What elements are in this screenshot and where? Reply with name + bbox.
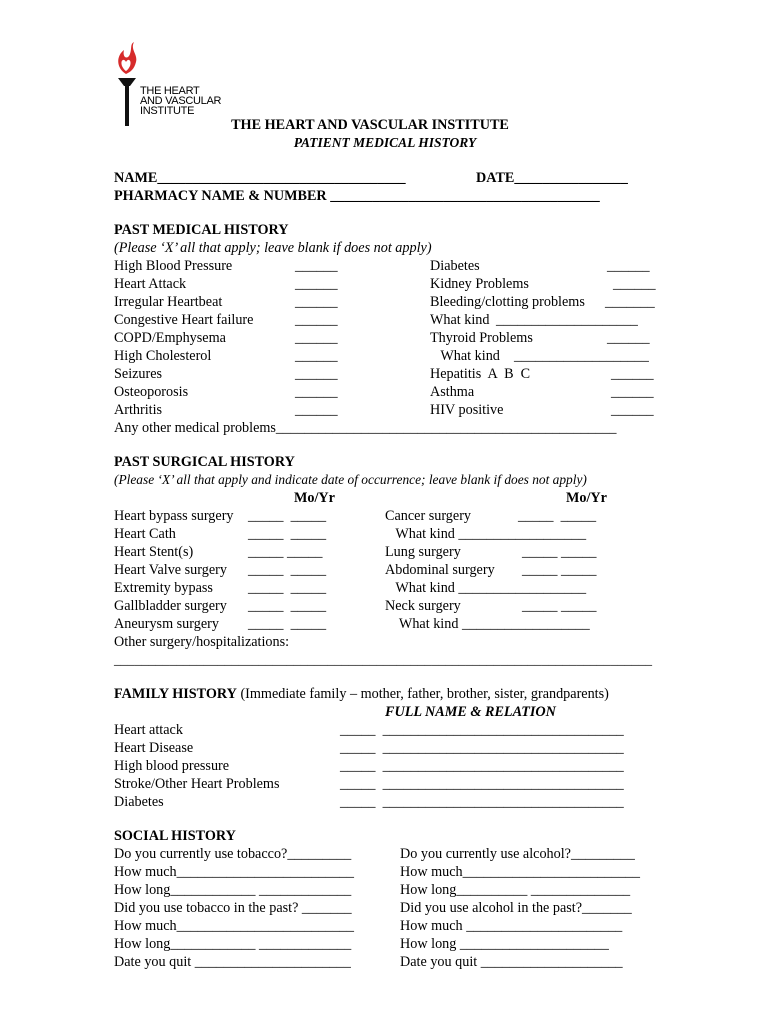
fh-heading: FAMILY HISTORY xyxy=(114,686,237,702)
psh-left-label: Gallbladder surgery xyxy=(114,598,227,614)
psh-right-blank[interactable]: _____ _____ xyxy=(522,544,597,560)
pmh-left-blank[interactable]: ______ xyxy=(295,330,338,346)
pmh-right-blank[interactable]: ______ xyxy=(607,330,650,346)
pmh-right-blank[interactable]: ____________________ xyxy=(496,312,638,328)
pmh-left-blank[interactable]: ______ xyxy=(295,384,338,400)
psh-right-blank[interactable]: _____ _____ xyxy=(522,562,597,578)
pmh-left-blank[interactable]: ______ xyxy=(295,348,338,364)
fh-row-label: Stroke/Other Heart Problems xyxy=(114,776,280,792)
psh-right-label: Neck surgery xyxy=(385,598,461,614)
pmh-heading: PAST MEDICAL HISTORY xyxy=(114,222,289,238)
psh-moyr-right: Mo/Yr xyxy=(566,490,607,506)
sh-right-field[interactable]: How long _____________________ xyxy=(400,936,609,952)
psh-right-label: Cancer surgery xyxy=(385,508,472,524)
logo-line-1: THE HEART xyxy=(140,85,200,97)
pmh-right-label: Thyroid Problems xyxy=(430,330,533,346)
pmh-right-blank[interactable]: ______ xyxy=(611,366,654,382)
sh-right-field[interactable]: Date you quit ____________________ xyxy=(400,954,623,970)
psh-right-label[interactable]: What kind __________________ xyxy=(385,526,587,542)
fh-row-label: High blood pressure xyxy=(114,758,230,774)
psh-left-label: Aneurysm surgery xyxy=(114,616,219,632)
fh-heading-line xyxy=(114,685,609,703)
pmh-right-blank[interactable]: ______ xyxy=(611,384,654,400)
psh-left-label: Heart Valve surgery xyxy=(114,562,227,578)
pmh-right-label: Hepatitis A B C xyxy=(430,366,531,382)
psh-moyr-left: Mo/Yr xyxy=(294,490,335,506)
fh-instruction: (Immediate family – mother, father, brother, sister, grandparents) xyxy=(236,686,609,702)
pmh-right-blank[interactable]: ___________________ xyxy=(514,348,649,364)
sh-left-field[interactable]: How long____________ _____________ xyxy=(114,882,352,898)
pmh-right-label: What kind xyxy=(430,312,490,328)
fh-row-blank[interactable]: _____ __________________________________ xyxy=(340,794,624,810)
fh-row-label: Diabetes xyxy=(114,794,164,810)
pmh-right-blank[interactable]: ______ xyxy=(607,258,650,274)
psh-right-label: Lung surgery xyxy=(385,544,461,560)
sh-right-field[interactable]: Did you use alcohol in the past?_______ xyxy=(400,900,632,916)
sh-left-field[interactable]: How much_________________________ xyxy=(114,864,354,880)
fh-row-blank[interactable]: _____ __________________________________ xyxy=(340,722,624,738)
pmh-left-blank[interactable]: ______ xyxy=(295,402,338,418)
sh-left-field[interactable]: How long____________ _____________ xyxy=(114,936,352,952)
psh-left-label: Extremity bypass xyxy=(114,580,213,596)
sh-left-field[interactable]: How much_________________________ xyxy=(114,918,354,934)
pmh-left-blank[interactable]: ______ xyxy=(295,294,338,310)
pmh-left-label: Arthritis xyxy=(114,402,163,418)
pmh-instruction: (Please ‘X’ all that apply; leave blank if does not apply) xyxy=(114,240,432,256)
psh-right-label[interactable]: What kind __________________ xyxy=(385,580,587,596)
psh-right-label: Abdominal surgery xyxy=(385,562,495,578)
name-field[interactable]: NAME___________________________________ xyxy=(114,170,406,186)
pmh-left-label: Seizures xyxy=(114,366,163,382)
page-subtitle: PATIENT MEDICAL HISTORY xyxy=(293,135,477,150)
fh-column-header: FULL NAME & RELATION xyxy=(385,704,556,720)
pmh-right-label: What kind xyxy=(430,348,500,364)
psh-other-label: Other surgery/hospitalizations: xyxy=(114,634,290,650)
pmh-left-blank[interactable]: ______ xyxy=(295,276,338,292)
pmh-right-label: Asthma xyxy=(430,384,475,400)
pmh-left-label: Congestive Heart failure xyxy=(114,312,254,328)
psh-left-blank[interactable]: _____ _____ xyxy=(248,544,323,560)
pmh-right-label: Bleeding/clotting problems xyxy=(430,294,585,310)
pmh-left-blank[interactable]: ______ xyxy=(295,312,338,328)
sh-right-field[interactable]: Do you currently use alcohol?_________ xyxy=(400,846,635,862)
pmh-right-label: HIV positive xyxy=(430,402,504,418)
fh-row-blank[interactable]: _____ __________________________________ xyxy=(340,740,624,756)
sh-left-field[interactable]: Did you use tobacco in the past? _______ xyxy=(114,900,352,916)
psh-left-blank[interactable]: _____ _____ xyxy=(248,616,327,632)
pmh-left-label: Irregular Heartbeat xyxy=(114,294,223,310)
psh-left-blank[interactable]: _____ _____ xyxy=(248,598,327,614)
psh-other-line[interactable]: ______________________________________________________________________________ xyxy=(114,652,653,667)
pmh-left-label: High Cholesterol xyxy=(114,348,212,364)
pmh-left-blank[interactable]: ______ xyxy=(295,366,338,382)
pmh-left-label: High Blood Pressure xyxy=(114,258,233,274)
pmh-right-label: Kidney Problems xyxy=(430,276,529,292)
psh-instruction: (Please ‘X’ all that apply and indicate date of occurrence; leave blank if does not apply) xyxy=(114,472,587,487)
pharmacy-field[interactable]: PHARMACY NAME & NUMBER ______________________________________ xyxy=(114,188,600,204)
date-field[interactable]: DATE________________ xyxy=(476,170,628,186)
pmh-left-blank[interactable]: ______ xyxy=(295,258,338,274)
psh-right-blank[interactable]: _____ _____ xyxy=(518,508,597,524)
logo-line-2: AND VASCULAR xyxy=(140,95,222,107)
fh-row-blank[interactable]: _____ __________________________________ xyxy=(340,776,624,792)
fh-row-label: Heart attack xyxy=(114,722,183,738)
psh-left-blank[interactable]: _____ _____ xyxy=(248,526,327,542)
sh-heading: SOCIAL HISTORY xyxy=(114,828,236,844)
page-title: THE HEART AND VASCULAR INSTITUTE xyxy=(231,117,509,133)
pmh-right-blank[interactable]: ______ xyxy=(611,402,654,418)
psh-heading: PAST SURGICAL HISTORY xyxy=(114,454,295,470)
pmh-left-label: Osteoporosis xyxy=(114,384,189,400)
sh-right-field[interactable]: How much_________________________ xyxy=(400,864,640,880)
pmh-left-label: Heart Attack xyxy=(114,276,187,292)
psh-left-label: Heart Cath xyxy=(114,526,176,542)
pmh-other-field[interactable]: Any other medical problems________________________________________________ xyxy=(114,420,617,436)
psh-right-blank[interactable]: _____ _____ xyxy=(522,598,597,614)
sh-right-field[interactable]: How long__________ ______________ xyxy=(400,882,631,898)
sh-left-field[interactable]: Date you quit ______________________ xyxy=(114,954,351,970)
pmh-right-blank[interactable]: ______ xyxy=(613,276,656,292)
psh-left-blank[interactable]: _____ _____ xyxy=(248,562,327,578)
logo-line-3: INSTITUTE xyxy=(140,105,195,117)
psh-left-blank[interactable]: _____ _____ xyxy=(248,580,327,596)
fh-row-label: Heart Disease xyxy=(114,740,194,756)
pmh-right-label: Diabetes xyxy=(430,258,480,274)
fh-row-blank[interactable]: _____ __________________________________ xyxy=(340,758,624,774)
sh-right-field[interactable]: How much ______________________ xyxy=(400,918,623,934)
sh-left-field[interactable]: Do you currently use tobacco?_________ xyxy=(114,846,352,862)
psh-left-blank[interactable]: _____ _____ xyxy=(248,508,327,524)
psh-right-label[interactable]: What kind __________________ xyxy=(385,616,590,632)
psh-left-label: Heart Stent(s) xyxy=(114,544,194,560)
psh-left-label: Heart bypass surgery xyxy=(114,508,234,524)
pmh-right-blank[interactable]: _______ xyxy=(605,294,655,310)
pmh-left-label: COPD/Emphysema xyxy=(114,330,226,346)
